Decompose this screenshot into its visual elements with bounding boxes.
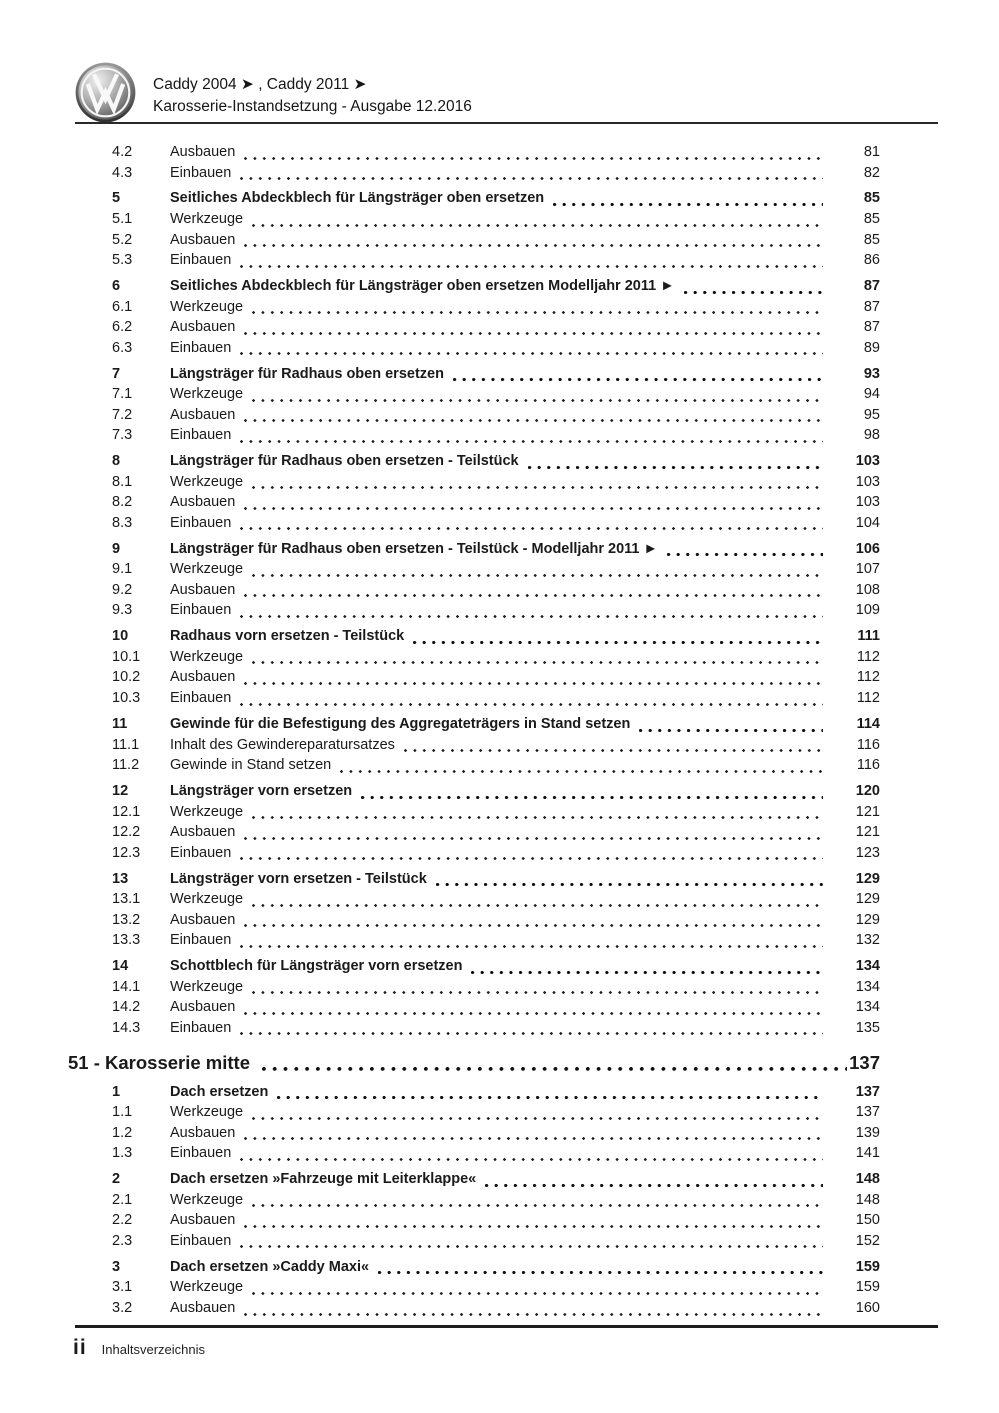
toc-page-number: 135 bbox=[855, 1019, 880, 1036]
toc-entry-title: Ausbauen bbox=[170, 406, 236, 423]
toc-page-number: 129 bbox=[855, 870, 880, 887]
toc-page-number: 87 bbox=[863, 298, 880, 315]
toc-row bbox=[0, 364, 999, 385]
dot-leader bbox=[462, 956, 834, 977]
toc-row bbox=[0, 781, 999, 802]
toc-section-number: 1 bbox=[112, 1083, 121, 1100]
toc-entry-title: Gewinde für die Befestigung des Aggregateträgers in Stand setzen bbox=[170, 715, 631, 732]
toc-page-number: 111 bbox=[857, 628, 880, 645]
dot-leader bbox=[231, 250, 834, 271]
toc-row bbox=[0, 1298, 999, 1319]
dot-leader bbox=[369, 1257, 834, 1278]
toc-page-number: 120 bbox=[855, 782, 880, 799]
dot-leader bbox=[235, 1298, 834, 1319]
dot-leader bbox=[231, 163, 834, 184]
toc-entry-title: Werkzeuge bbox=[170, 386, 244, 403]
toc-entry-title: Werkzeuge bbox=[170, 298, 244, 315]
toc-page-number: 85 bbox=[863, 190, 880, 207]
toc-chapter-page-number: 137 bbox=[849, 1052, 880, 1074]
toc-entry-title: Dach ersetzen »Fahrzeuge mit Leiterklappe« bbox=[170, 1171, 477, 1188]
header-divider bbox=[75, 122, 938, 124]
dot-leader bbox=[235, 1123, 834, 1144]
toc-row bbox=[0, 472, 999, 493]
toc-section-number: 3 bbox=[112, 1258, 121, 1275]
header-models-line: Caddy 2004 ➤ , Caddy 2011 ➤ bbox=[153, 76, 367, 93]
toc-page-number: 137 bbox=[855, 1104, 880, 1121]
toc-section-number: 5.2 bbox=[112, 231, 133, 248]
toc-page-number: 85 bbox=[863, 231, 880, 248]
toc-section-number: 11.2 bbox=[112, 757, 140, 774]
toc-section-number: 5.3 bbox=[112, 252, 133, 269]
toc-page-number: 148 bbox=[855, 1191, 880, 1208]
toc-row bbox=[0, 735, 999, 756]
toc-section-number: 14.3 bbox=[112, 1019, 141, 1036]
dot-leader bbox=[235, 910, 834, 931]
dot-leader bbox=[243, 889, 834, 910]
toc-row bbox=[0, 513, 999, 534]
toc-page-number: 139 bbox=[855, 1124, 880, 1141]
toc-entry-title: Längsträger für Radhaus oben ersetzen bbox=[170, 365, 444, 382]
toc-entry-title: Ausbauen bbox=[170, 999, 236, 1016]
dot-leader bbox=[231, 930, 834, 951]
toc-section-number: 9.2 bbox=[112, 581, 133, 598]
toc-entry-title: Längsträger für Radhaus oben ersetzen - Teilstück - Modelljahr 2011 ► bbox=[170, 540, 658, 557]
toc-page-number: 134 bbox=[855, 958, 880, 975]
toc-entry-title: Werkzeuge bbox=[170, 211, 244, 228]
dot-leader bbox=[231, 513, 834, 534]
toc-entry-title: Ausbauen bbox=[170, 144, 236, 160]
toc-section-number: 8.1 bbox=[112, 473, 133, 490]
toc-section-number: 10 bbox=[112, 628, 129, 645]
folio-page-number: ii bbox=[73, 1336, 87, 1359]
toc-row bbox=[0, 1102, 999, 1123]
toc-page-number: 129 bbox=[855, 891, 880, 908]
toc-section-number: 10.1 bbox=[112, 648, 141, 665]
toc-page-number: 107 bbox=[855, 561, 880, 578]
toc-row bbox=[0, 1143, 999, 1164]
toc-row bbox=[0, 297, 999, 318]
toc-section-number: 10.2 bbox=[112, 669, 141, 686]
dot-leader bbox=[250, 1050, 849, 1076]
dot-leader bbox=[243, 297, 834, 318]
toc-entry-title: Werkzeuge bbox=[170, 473, 244, 490]
dot-leader bbox=[231, 600, 834, 621]
toc-entry-title: Längsträger vorn ersetzen - Teilstück bbox=[170, 870, 427, 887]
toc-entry-title: Radhaus vorn ersetzen - Teilstück bbox=[170, 628, 405, 645]
toc-page-number: 86 bbox=[863, 252, 880, 269]
toc-section-number: 12.3 bbox=[112, 844, 141, 861]
toc-row bbox=[0, 580, 999, 601]
toc-section-number: 2.2 bbox=[112, 1212, 133, 1229]
toc-page-number: 85 bbox=[863, 211, 880, 228]
toc-entry-title: Dach ersetzen »Caddy Maxi« bbox=[170, 1258, 370, 1275]
dot-leader bbox=[235, 405, 834, 426]
toc-row bbox=[0, 209, 999, 230]
dot-leader bbox=[231, 688, 834, 709]
toc-page-number: 152 bbox=[855, 1232, 880, 1249]
dot-leader bbox=[444, 364, 834, 385]
toc-page-number: 116 bbox=[856, 736, 880, 753]
toc-page-number: 132 bbox=[855, 932, 880, 949]
toc-entry-title: Werkzeuge bbox=[170, 648, 244, 665]
toc-section-number: 14 bbox=[112, 958, 129, 975]
toc-row bbox=[0, 822, 999, 843]
toc-section-number: 14.1 bbox=[112, 978, 141, 995]
toc-page-number: 134 bbox=[855, 978, 880, 995]
toc-section-number: 3.2 bbox=[112, 1299, 133, 1316]
toc-page-number: 104 bbox=[855, 514, 880, 531]
dot-leader bbox=[243, 802, 834, 823]
toc-section-number: 5.1 bbox=[112, 211, 133, 228]
toc-page-number: 116 bbox=[856, 757, 880, 774]
dot-leader bbox=[235, 667, 834, 688]
toc-row bbox=[0, 317, 999, 338]
dot-leader bbox=[243, 559, 834, 580]
dot-leader bbox=[231, 843, 834, 864]
toc-section-number: 11 bbox=[112, 715, 128, 732]
toc-row bbox=[0, 1169, 999, 1190]
toc-page-number: 82 bbox=[863, 164, 880, 181]
toc-entry-title: Einbauen bbox=[170, 427, 232, 444]
toc-entry-title: Einbauen bbox=[170, 1145, 232, 1162]
dot-leader bbox=[235, 580, 834, 601]
dot-leader bbox=[630, 714, 834, 735]
toc-entry-title: Schottblech für Längsträger vorn ersetzen bbox=[170, 958, 463, 975]
toc-entry-title: Seitliches Abdeckblech für Längsträger oben ersetzen bbox=[170, 190, 545, 207]
toc-row bbox=[0, 755, 999, 776]
toc-section-number: 8.3 bbox=[112, 514, 133, 531]
toc-entry-title: Werkzeuge bbox=[170, 1104, 244, 1121]
toc-section-number: 14.2 bbox=[112, 999, 141, 1016]
toc-row bbox=[0, 539, 999, 560]
dot-leader bbox=[658, 539, 834, 560]
dot-leader bbox=[427, 869, 834, 890]
toc-entry-title: Einbauen bbox=[170, 602, 232, 619]
toc-entry-title: Werkzeuge bbox=[170, 978, 244, 995]
toc-row bbox=[0, 1277, 999, 1298]
dot-leader bbox=[243, 1277, 834, 1298]
toc-entry-title: Einbauen bbox=[170, 1019, 232, 1036]
toc-row bbox=[0, 714, 999, 735]
toc-section-number: 7.2 bbox=[112, 406, 133, 423]
toc-row bbox=[0, 338, 999, 359]
toc-section-number: 6.3 bbox=[112, 339, 133, 356]
dot-leader bbox=[476, 1169, 834, 1190]
toc-row bbox=[0, 843, 999, 864]
toc-row bbox=[0, 492, 999, 513]
toc-row bbox=[0, 188, 999, 209]
toc-section-number: 4.3 bbox=[112, 164, 133, 181]
toc-row bbox=[0, 956, 999, 977]
toc-row bbox=[0, 405, 999, 426]
toc-row bbox=[0, 451, 999, 472]
toc-section-number: 2.3 bbox=[112, 1232, 133, 1249]
dot-leader bbox=[544, 188, 834, 209]
toc-page-number: 93 bbox=[863, 365, 880, 382]
toc-row bbox=[0, 1210, 999, 1231]
toc-entry-title: Dach ersetzen bbox=[170, 1083, 269, 1100]
toc-row bbox=[0, 425, 999, 446]
toc-entry-title: Ausbauen bbox=[170, 1299, 236, 1316]
dot-leader bbox=[235, 142, 834, 163]
toc-section-number: 12.2 bbox=[112, 824, 141, 841]
toc-page-number: 106 bbox=[855, 540, 880, 557]
toc-page-number: 160 bbox=[855, 1299, 880, 1316]
dot-leader bbox=[243, 1190, 834, 1211]
dot-leader bbox=[243, 472, 834, 493]
toc-entry-title: Werkzeuge bbox=[170, 803, 244, 820]
toc-entry-title: Werkzeuge bbox=[170, 1191, 244, 1208]
dot-leader bbox=[235, 492, 834, 513]
toc-page-number: 137 bbox=[855, 1083, 880, 1100]
toc-page-number: 112 bbox=[856, 690, 880, 707]
toc-entry-title: Ausbauen bbox=[170, 1212, 236, 1229]
toc-section-number: 12 bbox=[112, 782, 129, 799]
dot-leader bbox=[268, 1082, 834, 1103]
header-text-block bbox=[153, 62, 472, 118]
dot-leader bbox=[675, 276, 834, 297]
toc-page-number: 112 bbox=[856, 648, 880, 665]
toc-row bbox=[0, 276, 999, 297]
toc-page-number: 95 bbox=[863, 406, 880, 423]
dot-leader bbox=[404, 626, 834, 647]
toc-page-number: 87 bbox=[863, 319, 880, 336]
toc-row bbox=[0, 977, 999, 998]
toc-entry-title: Ausbauen bbox=[170, 494, 236, 511]
toc-page-number: 150 bbox=[855, 1212, 880, 1229]
toc-entry-title: Längsträger vorn ersetzen bbox=[170, 782, 353, 799]
toc-section-number: 13.3 bbox=[112, 932, 141, 949]
toc-section-number: 10.3 bbox=[112, 690, 141, 707]
toc-entry-title: Ausbauen bbox=[170, 669, 236, 686]
toc-page-number: 114 bbox=[856, 715, 880, 732]
toc-section-number: 7.3 bbox=[112, 427, 133, 444]
toc-page-number: 159 bbox=[855, 1258, 880, 1275]
toc-row bbox=[0, 802, 999, 823]
toc-page-number: 98 bbox=[863, 427, 880, 444]
toc-entry-title: Einbauen bbox=[170, 514, 232, 531]
toc-entry-title: Einbauen bbox=[170, 1232, 232, 1249]
toc-row bbox=[0, 163, 999, 184]
toc-page-number: 121 bbox=[855, 803, 880, 820]
toc-page-number: 108 bbox=[855, 581, 880, 598]
page-header bbox=[75, 62, 472, 123]
toc-entry-title: Ausbauen bbox=[170, 1124, 236, 1141]
toc-page-number: 141 bbox=[855, 1145, 880, 1162]
toc-section-number: 11.1 bbox=[112, 736, 140, 753]
toc-section-number: 6.1 bbox=[112, 298, 133, 315]
toc-section-number: 1.3 bbox=[112, 1145, 133, 1162]
toc-entry-title: Einbauen bbox=[170, 844, 232, 861]
toc-section-number: 2 bbox=[112, 1171, 121, 1188]
toc-entry-title: Einbauen bbox=[170, 252, 232, 269]
toc-section-number: 7.1 bbox=[112, 386, 133, 403]
dot-leader bbox=[243, 977, 834, 998]
toc-row bbox=[0, 600, 999, 621]
dot-leader bbox=[243, 647, 834, 668]
toc-row bbox=[0, 142, 999, 163]
toc-section-number: 13.2 bbox=[112, 911, 141, 928]
toc-section-number: 1.2 bbox=[112, 1124, 133, 1141]
dot-leader bbox=[235, 317, 834, 338]
toc-entry-title: Einbauen bbox=[170, 339, 232, 356]
toc-section-number: 8 bbox=[112, 453, 121, 470]
toc-entry-title: Werkzeuge bbox=[170, 561, 244, 578]
toc-section-number: 4.2 bbox=[112, 144, 133, 160]
toc-page-number: 103 bbox=[855, 473, 880, 490]
page-footer bbox=[73, 1336, 205, 1360]
toc-section-number: 3.1 bbox=[112, 1279, 133, 1296]
dot-leader bbox=[243, 1102, 834, 1123]
dot-leader bbox=[352, 781, 834, 802]
toc-entry-title: Ausbauen bbox=[170, 581, 236, 598]
toc-row bbox=[0, 910, 999, 931]
dot-leader bbox=[243, 209, 834, 230]
toc bbox=[0, 142, 999, 1319]
dot-leader bbox=[243, 384, 834, 405]
toc-row bbox=[0, 930, 999, 951]
toc-section-number: 5 bbox=[112, 190, 121, 207]
dot-leader bbox=[231, 425, 834, 446]
toc-row bbox=[0, 250, 999, 271]
toc-page-number: 159 bbox=[855, 1279, 880, 1296]
footer-divider bbox=[75, 1325, 938, 1328]
toc-row bbox=[0, 889, 999, 910]
dot-leader bbox=[395, 735, 834, 756]
toc-row bbox=[0, 667, 999, 688]
footer-label: Inhaltsverzeichnis bbox=[101, 1342, 205, 1357]
toc-page-number: 121 bbox=[855, 824, 880, 841]
toc-page-number: 81 bbox=[863, 144, 880, 160]
toc-page-number: 134 bbox=[855, 999, 880, 1016]
toc-section-number: 6 bbox=[112, 278, 121, 295]
toc-entry-title: Inhalt des Gewindereparatursatzes bbox=[170, 736, 395, 753]
toc-page-number: 112 bbox=[856, 669, 880, 686]
toc-row bbox=[0, 1190, 999, 1211]
toc-entry-title: Einbauen bbox=[170, 690, 232, 707]
toc-entry-title: Gewinde in Stand setzen bbox=[170, 757, 332, 774]
toc-page-number: 148 bbox=[855, 1171, 880, 1188]
vw-logo-icon bbox=[75, 62, 136, 123]
dot-leader bbox=[235, 822, 834, 843]
toc-entry-title: Werkzeuge bbox=[170, 891, 244, 908]
toc-row bbox=[0, 1123, 999, 1144]
toc-row bbox=[0, 997, 999, 1018]
toc-page-number: 87 bbox=[863, 278, 880, 295]
toc-entry-title: Ausbauen bbox=[170, 824, 236, 841]
dot-leader bbox=[331, 755, 834, 776]
toc-section-number: 8.2 bbox=[112, 494, 133, 511]
toc-page-number: 129 bbox=[855, 911, 880, 928]
toc-row bbox=[0, 230, 999, 251]
toc-page-number: 123 bbox=[855, 844, 880, 861]
toc-entry-title: Einbauen bbox=[170, 164, 232, 181]
toc-row bbox=[0, 1231, 999, 1252]
toc-section-number: 9 bbox=[112, 540, 121, 557]
toc-row bbox=[0, 626, 999, 647]
toc-page-number: 103 bbox=[855, 494, 880, 511]
toc-chapter-row bbox=[0, 1050, 999, 1076]
dot-leader bbox=[231, 338, 834, 359]
toc-entry-title: Werkzeuge bbox=[170, 1279, 244, 1296]
toc-entry-title: Einbauen bbox=[170, 932, 232, 949]
toc-entry-title: Ausbauen bbox=[170, 231, 236, 248]
toc-section-number: 13 bbox=[112, 870, 129, 887]
toc-row bbox=[0, 1018, 999, 1039]
toc-row bbox=[0, 384, 999, 405]
toc-row bbox=[0, 1082, 999, 1103]
toc-section-number: 9.3 bbox=[112, 602, 133, 619]
dot-leader bbox=[235, 230, 834, 251]
toc-row bbox=[0, 647, 999, 668]
toc-entry-title: Seitliches Abdeckblech für Längsträger oben ersetzen Modelljahr 2011 ► bbox=[170, 278, 675, 295]
dot-leader bbox=[519, 451, 834, 472]
toc-page-number: 109 bbox=[855, 602, 880, 619]
toc-row bbox=[0, 869, 999, 890]
toc-section-number: 6.2 bbox=[112, 319, 133, 336]
toc-row bbox=[0, 559, 999, 580]
dot-leader bbox=[235, 997, 834, 1018]
toc-entry-title: Ausbauen bbox=[170, 319, 236, 336]
dot-leader bbox=[231, 1143, 834, 1164]
dot-leader bbox=[231, 1018, 834, 1039]
toc-section-number: 12.1 bbox=[112, 803, 141, 820]
header-subtitle-line: Karosserie-Instandsetzung - Ausgabe 12.2016 bbox=[153, 98, 472, 115]
toc-section-number: 7 bbox=[112, 365, 121, 382]
toc-page-number: 89 bbox=[863, 339, 880, 356]
toc-page-number: 103 bbox=[855, 453, 880, 470]
toc-section-number: 1.1 bbox=[112, 1104, 133, 1121]
toc-chapter-label: 51 - Karosserie mitte bbox=[68, 1052, 251, 1074]
toc-row bbox=[0, 688, 999, 709]
toc-row bbox=[0, 1257, 999, 1278]
toc-section-number: 2.1 bbox=[112, 1191, 133, 1208]
toc-page-number: 94 bbox=[863, 386, 880, 403]
toc-section-number: 13.1 bbox=[112, 891, 141, 908]
toc-section-number: 9.1 bbox=[112, 561, 133, 578]
toc-entry-title: Längsträger für Radhaus oben ersetzen - Teilstück bbox=[170, 453, 519, 470]
toc-entry-title: Ausbauen bbox=[170, 911, 236, 928]
dot-leader bbox=[231, 1231, 834, 1252]
dot-leader bbox=[235, 1210, 834, 1231]
